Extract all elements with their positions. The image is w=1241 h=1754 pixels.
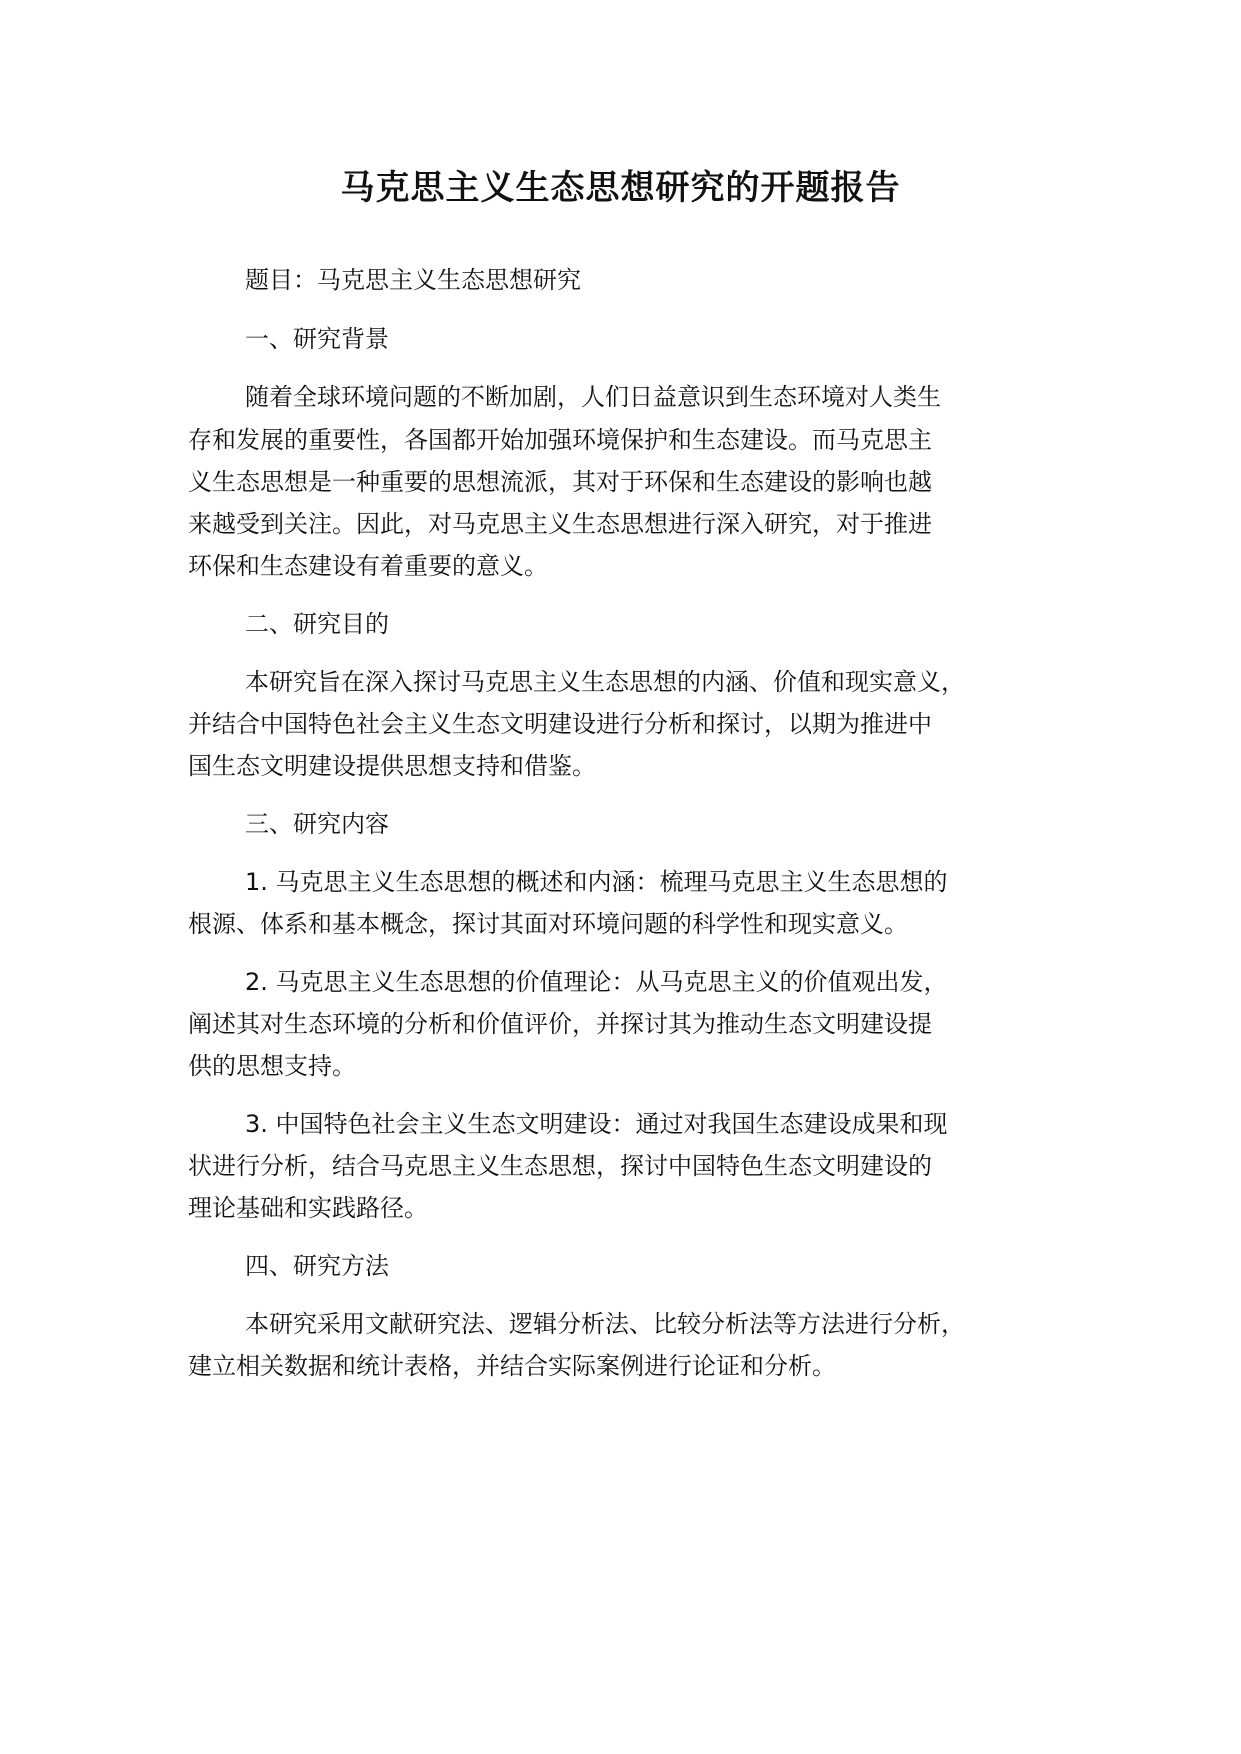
- document-title: 马克思主义生态思想研究的开题报告: [340, 168, 901, 208]
- paragraph-line: 义生态思想是一种重要的思想流派，其对于环保和生态建设的影响也越: [188, 468, 932, 496]
- list-item-line: 理论基础和实践路径。: [188, 1194, 428, 1222]
- list-item-line: 2. 马克思主义生态思想的价值理论：从马克思主义的价值观出发，: [245, 968, 948, 996]
- paragraph-line: 存和发展的重要性，各国都开始加强环境保护和生态建设。而马克思主: [188, 426, 932, 454]
- paragraph-line: 并结合中国特色社会主义生态文明建设进行分析和探讨，以期为推进中: [188, 710, 932, 738]
- paragraph-line: 环保和生态建设有着重要的意义。: [188, 552, 548, 580]
- list-item-line: 供的思想支持。: [188, 1052, 356, 1080]
- section-heading-method: 四、研究方法: [245, 1252, 389, 1280]
- section-heading-purpose: 二、研究目的: [245, 610, 389, 638]
- list-item-line: 根源、体系和基本概念，探讨其面对环境问题的科学性和现实意义。: [188, 910, 908, 938]
- list-item-line: 状进行分析，结合马克思主义生态思想，探讨中国特色生态文明建设的: [188, 1152, 932, 1180]
- paragraph-line: 建立相关数据和统计表格，并结合实际案例进行论证和分析。: [188, 1352, 836, 1380]
- section-heading-background: 一、研究背景: [245, 325, 389, 353]
- list-item-line: 1. 马克思主义生态思想的概述和内涵：梳理马克思主义生态思想的: [245, 868, 948, 896]
- list-item-line: 阐述其对生态环境的分析和价值评价，并探讨其为推动生态文明建设提: [188, 1010, 932, 1038]
- list-item-line: 3. 中国特色社会主义生态文明建设：通过对我国生态建设成果和现: [245, 1110, 948, 1138]
- section-heading-content: 三、研究内容: [245, 810, 389, 838]
- paragraph-line: 本研究旨在深入探讨马克思主义生态思想的内涵、价值和现实意义，: [245, 668, 965, 696]
- topic-line: 题目：马克思主义生态思想研究: [245, 266, 581, 294]
- paragraph-line: 随着全球环境问题的不断加剧，人们日益意识到生态环境对人类生: [245, 383, 941, 411]
- paragraph-line: 来越受到关注。因此，对马克思主义生态思想进行深入研究，对于推进: [188, 510, 932, 538]
- paragraph-line: 国生态文明建设提供思想支持和借鉴。: [188, 752, 596, 780]
- paragraph-line: 本研究采用文献研究法、逻辑分析法、比较分析法等方法进行分析，: [245, 1310, 965, 1338]
